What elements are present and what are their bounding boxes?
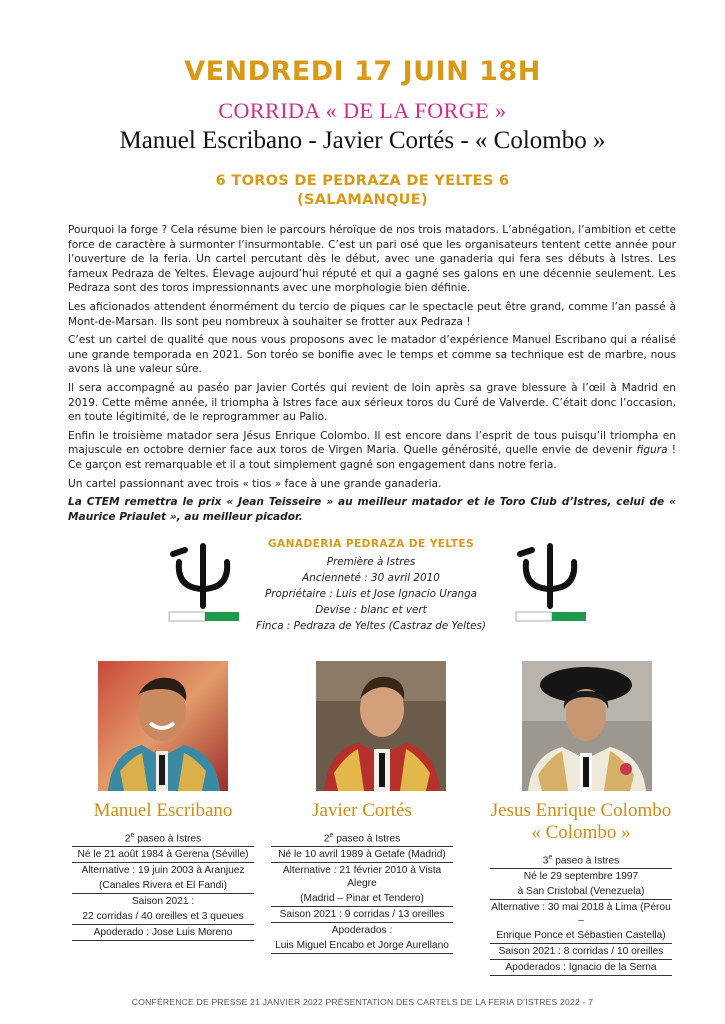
matador-card-escribano xyxy=(72,800,254,941)
paseo-number: 2 xyxy=(323,833,330,845)
matador-info-line: Luis Miguel Encabo et Jorge Aurellano xyxy=(271,938,453,954)
paragraph-text: ! Ce garçon est remarquable et il a tout simplement gagné son engagement dans notre feria. xyxy=(68,444,676,471)
matador-info-line: Né le 21 août 1984 à Gerena (Séville) xyxy=(72,847,254,863)
paragraph: Il sera accompagné au paséo par Javier Cortés qui revient de loin après sa grave blessure à l’œil à Madrid en 2019. Cette même année, il triompha à Istres face aux sérieux toros du Curé de Valverde. C’était donc l’occasion, en toute légitimité, de le reprogrammer au Palio. xyxy=(68,381,676,424)
paseo-suffix: e xyxy=(329,832,334,839)
event-date-heading: VENDREDI 17 JUIN 18H xyxy=(184,56,541,87)
devise-white xyxy=(516,612,552,621)
paseo-text: paseo à Istres xyxy=(134,833,202,845)
paseo-number: 2 xyxy=(124,833,131,845)
matador-photo-colombo xyxy=(522,661,652,791)
matador-photo-escribano xyxy=(98,661,228,791)
matador-info-line: Saison 2021 : xyxy=(131,896,195,908)
paseo-number: 3 xyxy=(542,855,549,867)
matador-info-line: Né le 10 avril 1989 à Getafe (Madrid) xyxy=(271,847,453,863)
paseo-suffix: e xyxy=(548,854,553,861)
matador-card-cortes xyxy=(271,800,453,954)
paseo-text: paseo à Istres xyxy=(552,855,620,867)
devise-green xyxy=(205,612,239,621)
paragraph: Les aficionados attendent énormément du tercio de piques car le spectacle peut être grand, comme l’an passé à Mont-de-Marsan. Ils sont peu nombreux à souhaiter se frotter aux Pedraza ! xyxy=(68,300,676,328)
paragraph: C’est un cartel de qualité que nous vous proposons avec le matador d’expérience Manuel Escribano qui a réalisé une grande temporada en 2021. Son toréo se bonifie avec le temps et comme sa technique est de marbre, nous avons là une valeur sûre. xyxy=(68,334,676,376)
paragraph: Un cartel passionnant avec trois « tios » face à une grande ganaderia. xyxy=(68,477,442,490)
devise-white xyxy=(169,612,205,621)
paragraph-text: Enfin le troisième matador sera Jésus Enrique Colombo. Il est encore dans l’esprit de tous puisqu’il triompha en majuscule en octobre dernier face aux toros de Virgen Maria. Quelle générosité, quelle envie de devenir xyxy=(68,429,676,457)
matador-paseo xyxy=(490,850,672,869)
matador-info-line: Apoderados : xyxy=(331,925,393,937)
matador-info-line: Saison 2021 : 9 corridas / 13 oreilles xyxy=(271,907,453,923)
ganaderia-line: Première à Istres xyxy=(326,556,416,568)
paseo-suffix: e xyxy=(130,832,135,839)
ganaderia-line: Devise : blanc et vert xyxy=(315,604,427,616)
matador-card-colombo xyxy=(490,800,672,976)
matadors-heading: Manuel Escribano - Javier Cortés - « Colombo » xyxy=(119,127,606,154)
matador-name: Javier Cortés xyxy=(312,800,412,821)
matador-info-line: Apoderados : Ignacio de la Serna xyxy=(490,960,672,976)
ganaderia-line: Finca : Pedraza de Yeltes (Castraz de Yeltes) xyxy=(256,620,486,632)
toros-heading-line2: (SALAMANQUE) xyxy=(297,192,428,208)
matador-name: Manuel Escribano xyxy=(93,800,233,821)
matador-info-line: Alternative : 19 juin 2003 à Aranjuez xyxy=(81,865,245,877)
matador-paseo xyxy=(72,828,254,847)
matador-info-line: 22 corridas / 40 oreilles et 3 queues xyxy=(72,909,254,925)
toros-heading xyxy=(0,172,725,210)
paragraph xyxy=(68,429,676,473)
matador-name-line1: Jesus Enrique Colombo xyxy=(490,800,672,821)
ganaderia-brand-icon xyxy=(510,540,590,630)
paragraph: Pourquoi la forge ? Cela résume bien le parcours héroïque de nos trois matadors. L’abnégation, l’ambition et cette force de caractère à surmonter l’insurmontable. C’est un pari osé que les organisateurs tentent cette année pour l’ouverture de la feria. Un cartel percutant dès le début, avec une ganaderia qui fera ses débuts à Istres. Les fameux Pedraza de Yeltes. Élevage aujourd’hui réputé et qui a gagné ses galons en une décennie seulement. Les Pedraza sont des toros impressionnants avec une morphologie bien définie. xyxy=(68,224,676,295)
ganaderia-brand-icon xyxy=(163,540,243,630)
matador-info-line: Enrique Ponce et Sébastien Castella) xyxy=(490,928,672,944)
matador-name-line2: « Colombo » xyxy=(531,822,631,843)
matador-info-line: (Canales Rivera et El Fandi) xyxy=(72,878,254,894)
matador-info-line: Saison 2021 : 8 corridas / 10 oreilles xyxy=(490,944,672,960)
matador-photo-cortes xyxy=(316,661,446,791)
matador-name xyxy=(490,800,672,844)
matador-info-line: Alternative : 30 mai 2018 à Lima (Pérou – xyxy=(491,902,671,927)
ganaderia-line: Ancienneté : 30 avril 2010 xyxy=(302,572,440,584)
page-footer: CONFÉRENCE DE PRESSE 21 JANVIER 2022 PRÉSENTATION DES CARTELS DE LA FERIA D’ISTRES 2022 - 7 xyxy=(131,997,594,1007)
devise-green xyxy=(552,612,586,621)
prize-announcement: La CTEM remettra le prix « Jean Teisseire » au meilleur matador et le Toro Club d’Istres, celui de « Maurice Priaulet », au meilleur picador. xyxy=(68,496,676,523)
matador-info-line: Alternative : 21 février 2010 à Vista Alegre xyxy=(282,865,442,890)
corrida-title: CORRIDA « DE LA FORGE » xyxy=(218,98,507,123)
matador-info-line: Apoderado : Jose Luis Moreno xyxy=(72,925,254,941)
article-body xyxy=(68,223,676,528)
matador-info-line: Né le 29 septembre 1997 xyxy=(523,871,639,883)
paseo-text: paseo à Istres xyxy=(333,833,401,845)
toros-heading-line1: 6 TOROS DE PEDRAZA DE YELTES 6 xyxy=(215,173,510,189)
matador-paseo xyxy=(271,828,453,847)
matador-info-line: (Madrid – Pinar et Tendero) xyxy=(271,891,453,907)
ganaderia-line: Propriétaire : Luis et Jose Ignacio Uranga xyxy=(264,588,478,600)
paragraph-italic: figura xyxy=(636,444,668,457)
matador-info-line: à San Cristobal (Venezuela) xyxy=(490,884,672,900)
ganaderia-info xyxy=(240,536,502,634)
ganaderia-title: GANADERIA PEDRAZA DE YELTES xyxy=(267,538,475,550)
